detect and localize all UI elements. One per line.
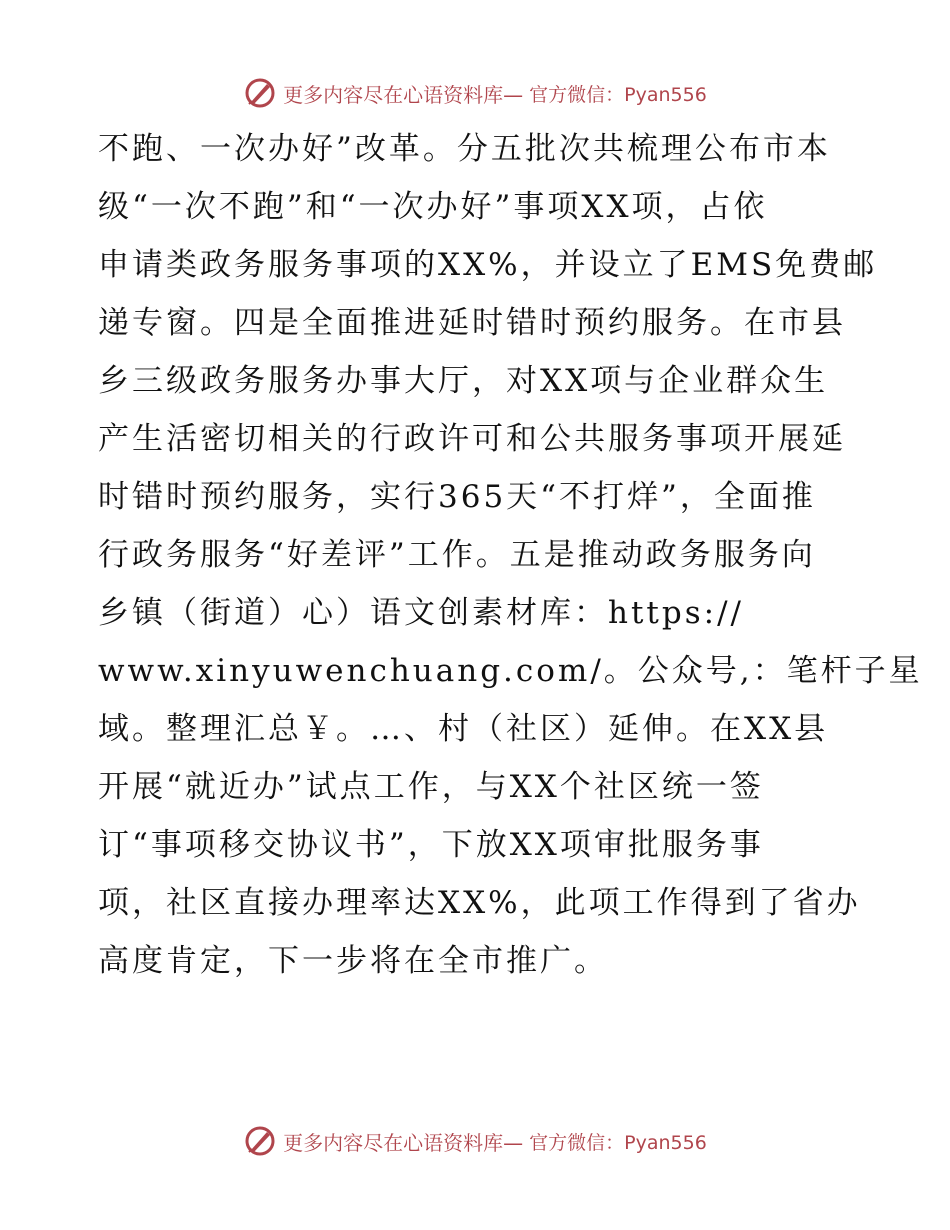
text-line-4: 递专窗。四是全面推进延时错时预约服务。在市县 (98, 305, 846, 341)
text-line-3: 申请类政务服务事项的XX%，并设立了EMS免费邮 (98, 247, 878, 283)
header-watermark (0, 76, 950, 110)
text-line-8: 行政务服务“好差评”工作。五是推动政务服务向 (98, 537, 816, 573)
header-contact-text: 官方微信：Pyan556 (529, 83, 707, 106)
document-body (98, 120, 923, 990)
header-watermark-text: 更多内容尽在心语资料库— (283, 82, 524, 107)
text-line-2: 级“一次不跑”和“一次办好”事项XX项，占依 (98, 189, 768, 225)
footer-contact-text: 官方微信：Pyan556 (529, 1131, 707, 1154)
text-line-6: 产生活密切相关的行政许可和公共服务事项开展延 (98, 421, 846, 457)
text-line-13: 订“事项移交协议书”，下放XX项审批服务事 (98, 827, 764, 863)
text-line-12: 开展“就近办”试点工作，与XX个社区统一签 (98, 769, 764, 805)
text-line-7: 时错时预约服务，实行365天“不打烊”，全面推 (98, 479, 816, 515)
text-line-15: 高度肯定，下一步将在全市推广。 (98, 943, 608, 979)
text-line-5: 乡三级政务服务办事大厅，对XX项与企业群众生 (98, 363, 829, 399)
text-line-10: www.xinyuwenchuang.com/。公众号,：笔杆子星 (98, 653, 923, 689)
footer-watermark-text: 更多内容尽在心语资料库— (283, 1130, 524, 1155)
text-line-9: 乡镇（街道）心）语文创素材库：https:// (98, 595, 744, 631)
footer-watermark (0, 1124, 950, 1158)
text-line-1: 不跑、一次办好”改革。分五批次共梳理公布市本 (98, 131, 831, 167)
feather-pen-logo-icon (243, 76, 277, 110)
text-line-14: 项，社区直接办理率达XX%，此项工作得到了省办 (98, 885, 861, 921)
text-line-11: 域。整理汇总￥。…、村（社区）延伸。在XX县 (98, 711, 829, 747)
feather-pen-logo-icon (243, 1124, 277, 1158)
